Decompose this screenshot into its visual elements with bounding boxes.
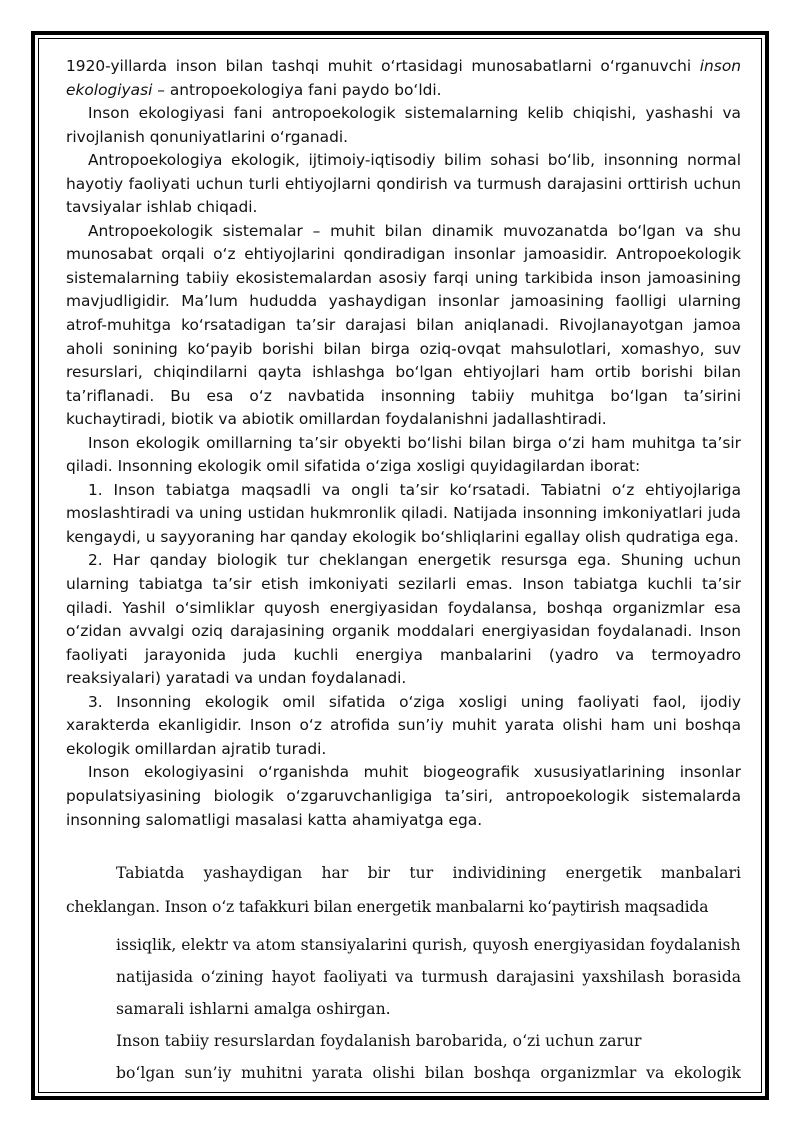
- paragraph-intro-start: 1920-yillarda inson bilan tashqi muhit o‘rtasidagi munosabatlarni o‘rganuvchi: [66, 57, 700, 75]
- serif-line: issiqlik, elektr va atom stansiyalarini qurish, quyosh energiyasidan foydalanish: [116, 936, 741, 954]
- list-item-3: 3. Insonning ekologik omil sifatida o‘ziga xosligi uning faoliyati faol, ijodiy xarakterda ekanligidir. Inson o‘z atrofida sun’iy muhit yarata olishi ham uni boshqa ekologik omillardan ajratib turadi.: [66, 692, 741, 758]
- serif-line: samarali ishlarni amalga oshirgan.: [116, 1000, 391, 1018]
- paragraph: Antropoekologiya ekologik, ijtimoiy-iqtisodiy bilim sohasi bo‘lib, insonning normal hayotiy faoliyati uchun turli ehtiyojlarni qondirish va turmush darajasini orttirish uchun tavsiyalar ishlab chiqadi.: [66, 151, 741, 217]
- serif-line: Inson tabiiy resurslardan foydalanish barobarida, o‘zi uchun zarur: [116, 1032, 642, 1050]
- paragraph: Inson ekologik omillarning ta’sir obyekti bo‘lishi bilan birga o‘zi ham muhitga ta’sir qiladi. Insonning ekologik omil sifatida o‘ziga xosligi quyidagilardan iborat:: [66, 433, 741, 476]
- paragraph: Antropoekologik sistemalar – muhit bilan dinamik muvozanatda bo‘lgan va shu munosabat orqali o‘z ehtiyojlarini qondiradigan insonlar jamoasidir. Antropoekologik sistemalarning tabiiy ekosistemalardan asosiy farqi uning tarkibida inson jamoasining mavjudligidir. Ma’lum hududda yashaydigan insonlar jamoasining faolligi ularning atrof-muhitga ko‘rsatadigan ta’sir darajasi bilan aniqlanadi. Rivojlanayotgan jamoa aholi sonining ko‘payib borishi bilan birga oziq-ovqat mahsulotlari, xomashyo, suv resurslari, chiqindilarni qayta ishlashga bo‘lgan ehtiyojlari ham ortib borishi bilan ta’riflanadi. Bu esa o‘z navbatida insonning tabiiy muhitga bo‘lgan ta’sirini kuchaytiradi, biotik va abiotik omillardan foydalanishni jadallashtiradi.: [66, 221, 741, 429]
- serif-line: Tabiatda yashaydigan har bir tur individining energetik manbalari: [116, 864, 741, 882]
- paragraph-intro-end: – antropoekologiya fani paydo bo‘ldi.: [152, 80, 442, 99]
- list-item-2: 2. Har qanday biologik tur cheklangan energetik resursga ega. Shuning uchun ularning tabiatga ta’sir etish imkoniyati sezilarli emas. Inson tabiatga kuchli ta’sir qiladi. Yashil o‘simliklar quyosh energiyasidan foydalansa, boshqa organizmlar esa o‘zidan avvalgi oziq darajasining organik moddalari energiyasidan foydalanadi. Inson faoliyati jarayonida juda kuchli energiya manbalarini (yadro va termoyadro reaksiyalari) yaratadi va undan foydalanadi.: [66, 551, 741, 688]
- list-item-1: 1. Inson tabiatga maqsadli va ongli ta’sir ko‘rsatadi. Tabiatni o‘z ehtiyojlariga moslashtiradi va uning ustidan hukmronlik qiladi. Natijada insonning imkoniyatlari juda kengaydi, u sayyoraning har qanday ekologik bo‘shliqlarini egallay olish qudratiga ega.: [66, 480, 741, 546]
- paragraph: Inson ekologiyasini o‘rganishda muhit biogeografik xususiyatlarining insonlar populatsiyasining biologik o‘zgaruvchanligiga ta’siri, antropoekologik sistemalarda insonning salomatligi masalasi katta ahamiyatga ega.: [66, 763, 741, 829]
- paragraph: Inson ekologiyasi fani antropoekologik sistemalarning kelib chiqishi, yashashi va rivojlanish qonuniyatlarini o‘rganadi.: [66, 104, 741, 146]
- paragraph-intro: [66, 55, 741, 102]
- document-body: [66, 55, 741, 832]
- serif-line: cheklangan. Inson o‘z tafakkuri bilan energetik manbalarni ko‘paytirish maqsadida: [66, 898, 709, 916]
- serif-text-block: [66, 857, 741, 1089]
- serif-line: natijasida o‘zining hayot faoliyati va turmush darajasini yaxshilash borasida: [116, 968, 741, 986]
- term-inson-ekologiyasi: inson ekologiyasi: [66, 57, 741, 99]
- serif-line: bo‘lgan sun’iy muhitni yarata olishi bilan boshqa organizmlar va ekologik: [116, 1064, 741, 1082]
